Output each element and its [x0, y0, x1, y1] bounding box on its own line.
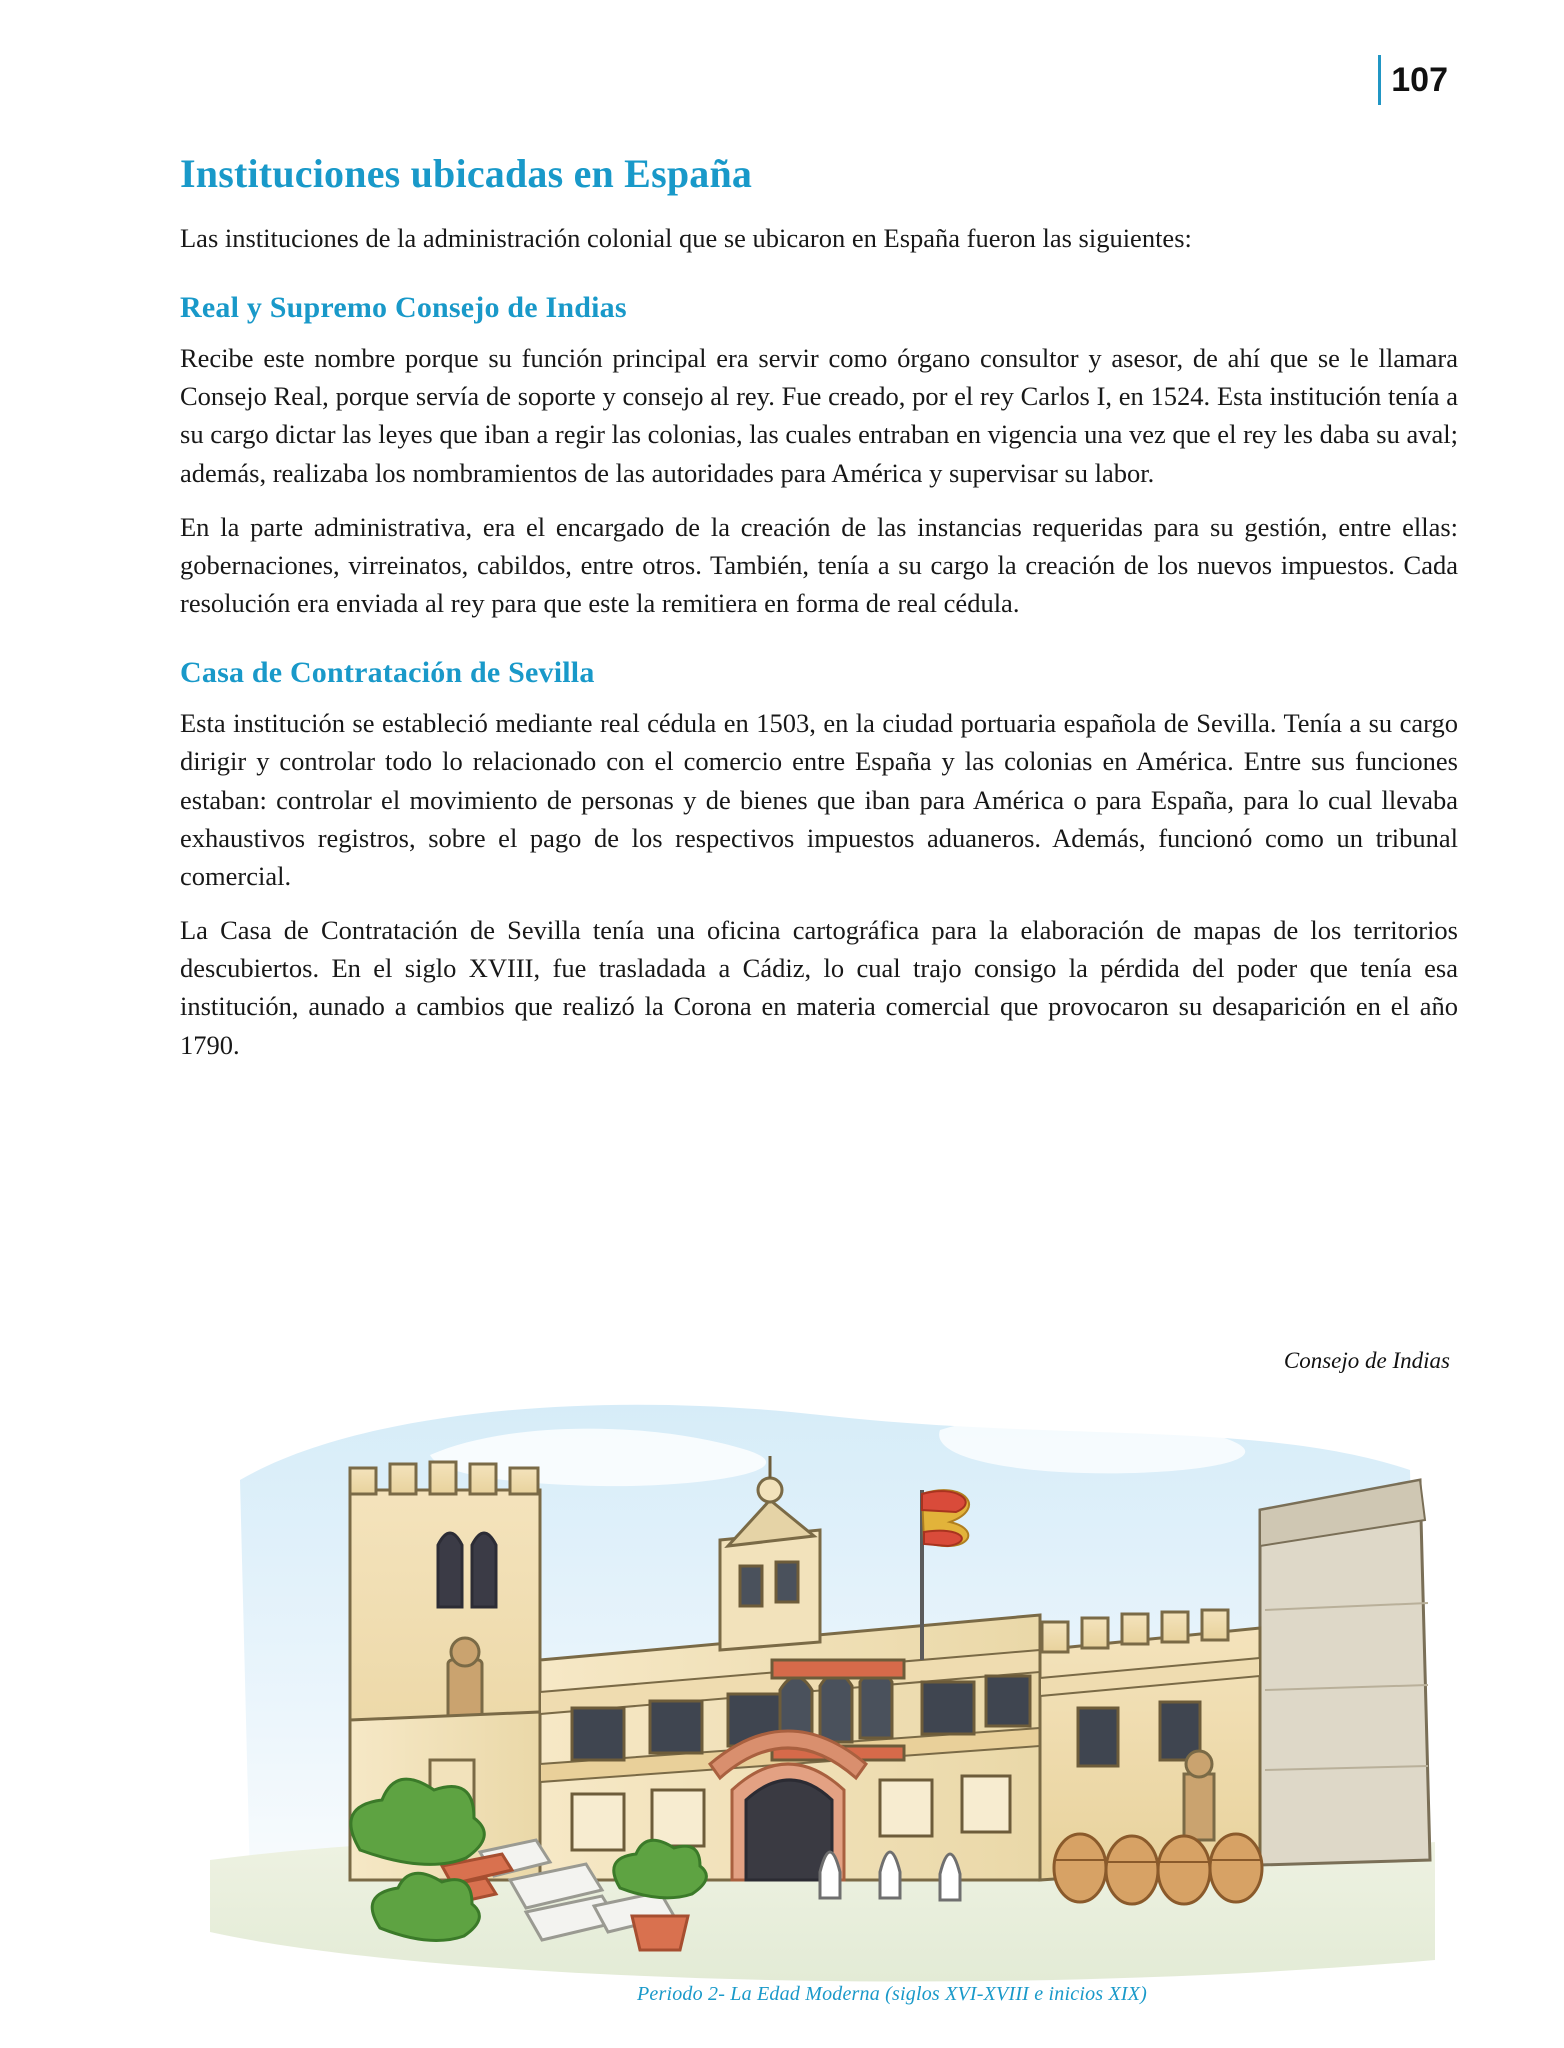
intro-paragraph: Las instituciones de la administración colonial que se ubicaron en España fueron las siguientes: [180, 223, 1192, 253]
paragraph: Esta institución se estableció mediante real cédula en 1503, en la ciudad portuaria española de Sevilla. Tenía a su cargo dirigir y controlar todo lo relacionado con el comercio entre España y las colonias en América. Entre sus funciones estaban: controlar el movimiento de personas y de bienes que iban para América o para España, para lo cual llevaba exhaustivos registros, sobre el pago de los respectivos impuestos aduaneros. Además, funcionó como un tribunal comercial. [180, 708, 1458, 891]
footer-text: Periodo 2- La Edad Moderna (siglos XVI-XVIII e inicios XIX) [636, 1983, 1148, 2005]
paragraph: La Casa de Contratación de Sevilla tenía una oficina cartográfica para la elaboración de mapas de los territorios descubiertos. En el siglo XVIII, fue trasladada a Cádiz, lo cual trajo consigo la pérdida del poder que tenía esa institución, aunado a cambios que realizó la Corona en materia comercial que provocaron su desaparición en el año 1790. [180, 915, 1458, 1060]
page-number-block [1378, 52, 1448, 108]
page-title: Instituciones ubicadas en España [180, 151, 753, 196]
consejo-de-indias-illustration [180, 1360, 1460, 2000]
page-number-rule [1378, 55, 1381, 105]
page-footer [0, 1983, 1564, 2006]
figure-block [180, 1320, 1460, 2020]
subsection-title-consejo-de-indias: Real y Supremo Consejo de Indias [180, 291, 627, 325]
subsection-title-casa-de-contratacion: Casa de Contratación de Sevilla [180, 656, 595, 690]
paragraph: Recibe este nombre porque su función principal era servir como órgano consultor y asesor, de ahí que se le llamara Consejo Real, porque servía de soporte y consejo al rey. Fue creado, por el rey Carlos I, en 1524. Esta institución tenía a su cargo dictar las leyes que iban a regir las colonias, las cuales entraban en vigencia una vez que el rey les daba su aval; además, realizaba los nombramientos de las autoridades para América y supervisar su labor. [180, 343, 1458, 488]
figure-caption: Consejo de Indias [1283, 1348, 1450, 1373]
page-content [180, 150, 1458, 1080]
paragraph: En la parte administrativa, era el encargado de la creación de las instancias requeridas para su gestión, entre ellas: gobernaciones, virreinatos, cabildos, entre otros. También, tenía a su cargo la creación de los nuevos impuestos. Cada resolución era enviada al rey para que este la remitiera en forma de real cédula. [180, 511, 1458, 619]
page-number: 107 [1391, 60, 1448, 99]
